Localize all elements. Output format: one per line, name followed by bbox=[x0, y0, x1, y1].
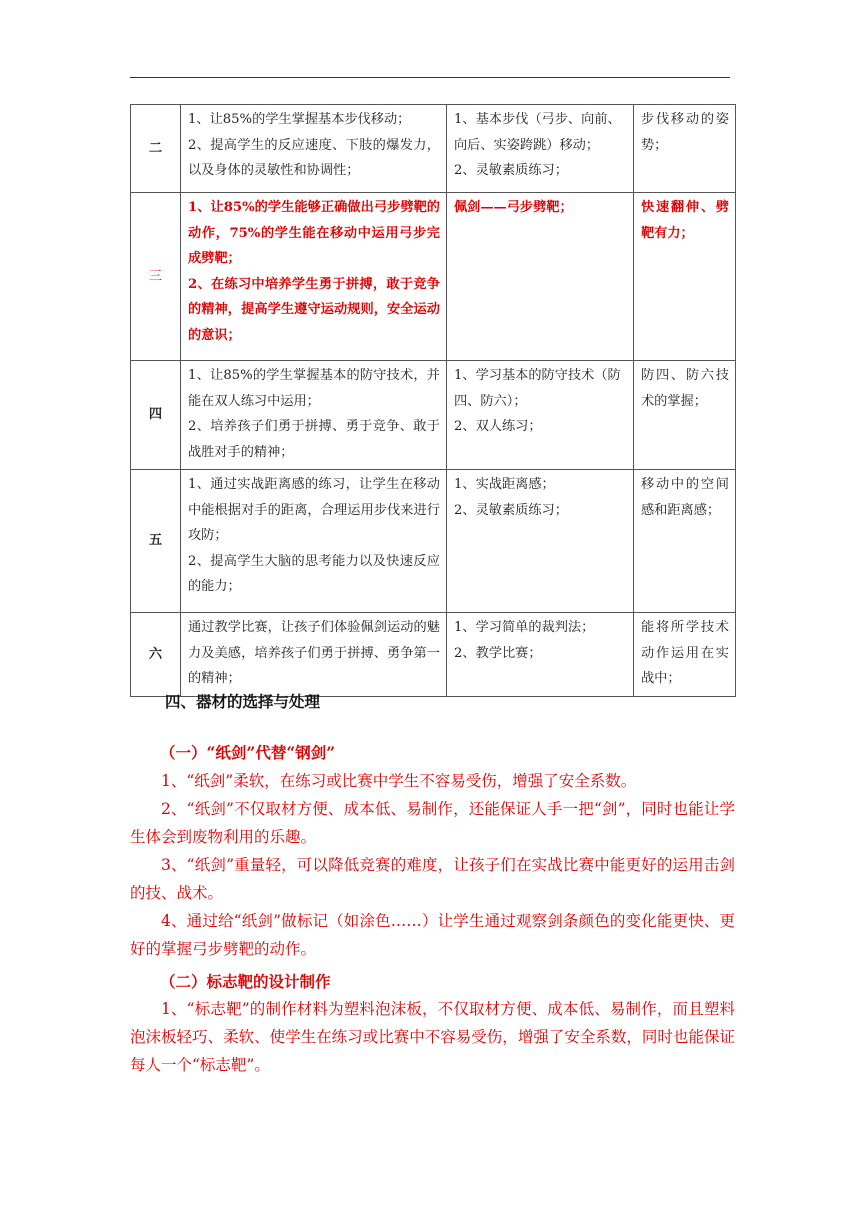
goals-cell-line: 1、让85%的学生掌握基本的防守技术，并能在双人练习中运用； bbox=[188, 368, 440, 409]
goals-cell bbox=[181, 613, 447, 697]
paragraph: 4、通过给“纸剑”做标记（如涂色……）让学生通过观察剑条颜色的变化能更快、更好的掌握弓步劈靶的动作。 bbox=[130, 912, 735, 958]
goals-cell bbox=[181, 105, 447, 193]
content-cell bbox=[447, 470, 634, 613]
lesson-number: 二 bbox=[131, 105, 181, 193]
content-cell bbox=[447, 613, 634, 697]
goals-cell-line: 2、提高学生大脑的思考能力以及快速反应的能力； bbox=[188, 553, 440, 594]
content-cell-line: 1、学习简单的裁判法； bbox=[454, 620, 595, 635]
subsection-1-title: （一）“纸剑”代替“钢剑” bbox=[160, 743, 336, 762]
content-cell-line: 2、双人练习； bbox=[454, 419, 542, 434]
lesson-number: 六 bbox=[131, 613, 181, 697]
goals-cell-line: 1、让85%的学生掌握基本步伐移动； bbox=[188, 112, 411, 127]
goals-cell-line: 1、通过实战距离感的练习，让学生在移动中能根据对手的距离，合理运用步伐来进行攻防； bbox=[188, 477, 440, 543]
content-cell bbox=[447, 193, 634, 361]
paragraph: 2、“纸剑”不仅取材方便、成本低、易制作，还能保证人手一把“剑”，同时也能让学生体会到废物利用的乐趣。 bbox=[130, 800, 735, 846]
content-cell-line: 2、灵敏素质练习； bbox=[454, 502, 568, 518]
content-cell-line: 1、学习基本的防守技术（防四、防六）； bbox=[454, 368, 621, 409]
lesson-number: 五 bbox=[131, 470, 181, 613]
focus-cell: 快速翻伸、劈靶有力； bbox=[634, 193, 736, 361]
focus-cell: 防四、防六技术的掌握； bbox=[634, 361, 736, 470]
goals-cell-line: 2、提高学生的反应速度、下肢的爆发力，以及身体的灵敏性和协调性； bbox=[188, 137, 440, 178]
table-row bbox=[131, 470, 736, 613]
table-row bbox=[131, 613, 736, 697]
goals-cell bbox=[181, 193, 447, 361]
goals-cell-line: 通过教学比赛，让孩子们体验佩剑运动的魅力及美感，培养孩子们勇于拼搏、勇争第一的精神； bbox=[188, 620, 440, 686]
lesson-number: 三 bbox=[131, 193, 181, 361]
content-cell bbox=[447, 361, 634, 470]
subsection-2-title: （二）标志靶的设计制作 bbox=[160, 972, 331, 991]
lesson-plan-table bbox=[130, 104, 736, 697]
goals-cell-line: 2、培养孩子们勇于拼搏、勇于竞争、敢于战胜对手的精神； bbox=[188, 419, 440, 460]
content-cell-line: 佩剑——弓步劈靶； bbox=[454, 200, 573, 215]
section-heading: 四、器材的选择与处理 bbox=[165, 692, 321, 711]
table-row bbox=[131, 193, 736, 361]
table-row bbox=[131, 361, 736, 470]
content-cell-line: 1、实战距离感； bbox=[454, 477, 555, 492]
content-cell-line: 1、基本步伐（弓步、向前、向后、实姿跨跳）移动； bbox=[454, 112, 621, 153]
goals-cell bbox=[181, 361, 447, 470]
goals-cell bbox=[181, 470, 447, 613]
lesson-plan-body bbox=[131, 105, 736, 697]
focus-cell: 能将所学技术动作运用在实战中； bbox=[634, 613, 736, 697]
content-cell bbox=[447, 105, 634, 193]
goals-cell-line: 1、让85%的学生能够正确做出弓步劈靶的动作，75%的学生能在移动中运用弓步完成劈靶； bbox=[188, 200, 440, 266]
subsection-2-body bbox=[130, 995, 735, 1079]
content-cell-line: 2、教学比赛； bbox=[454, 645, 542, 661]
focus-cell: 移动中的空间感和距离感； bbox=[634, 470, 736, 613]
goals-cell-line: 2、在练习中培养学生勇于拼搏，敢于竞争的精神，提高学生遵守运动规则，安全运动的意识； bbox=[188, 276, 440, 343]
paragraph: 1、“纸剑”柔软，在练习或比赛中学生不容易受伤，增强了安全系数。 bbox=[161, 772, 637, 790]
paragraph: 3、“纸剑”重量轻，可以降低竞赛的难度，让孩子们在实战比赛中能更好的运用击剑的技、战术。 bbox=[130, 856, 735, 902]
paragraph: 1、“标志靶”的制作材料为塑料泡沫板，不仅取材方便、成本低、易制作，而且塑料泡沫板轻巧、柔软、使学生在练习或比赛中不容易受伤，增强了安全系数，同时也能保证每人一个“标志靶”。 bbox=[130, 1000, 735, 1074]
table-row bbox=[131, 105, 736, 193]
header-rule bbox=[130, 77, 730, 78]
content-cell-line: 2、灵敏素质练习； bbox=[454, 163, 568, 178]
focus-cell: 步伐移动的姿势； bbox=[634, 105, 736, 193]
subsection-1-body bbox=[130, 767, 735, 963]
lesson-number: 四 bbox=[131, 361, 181, 470]
